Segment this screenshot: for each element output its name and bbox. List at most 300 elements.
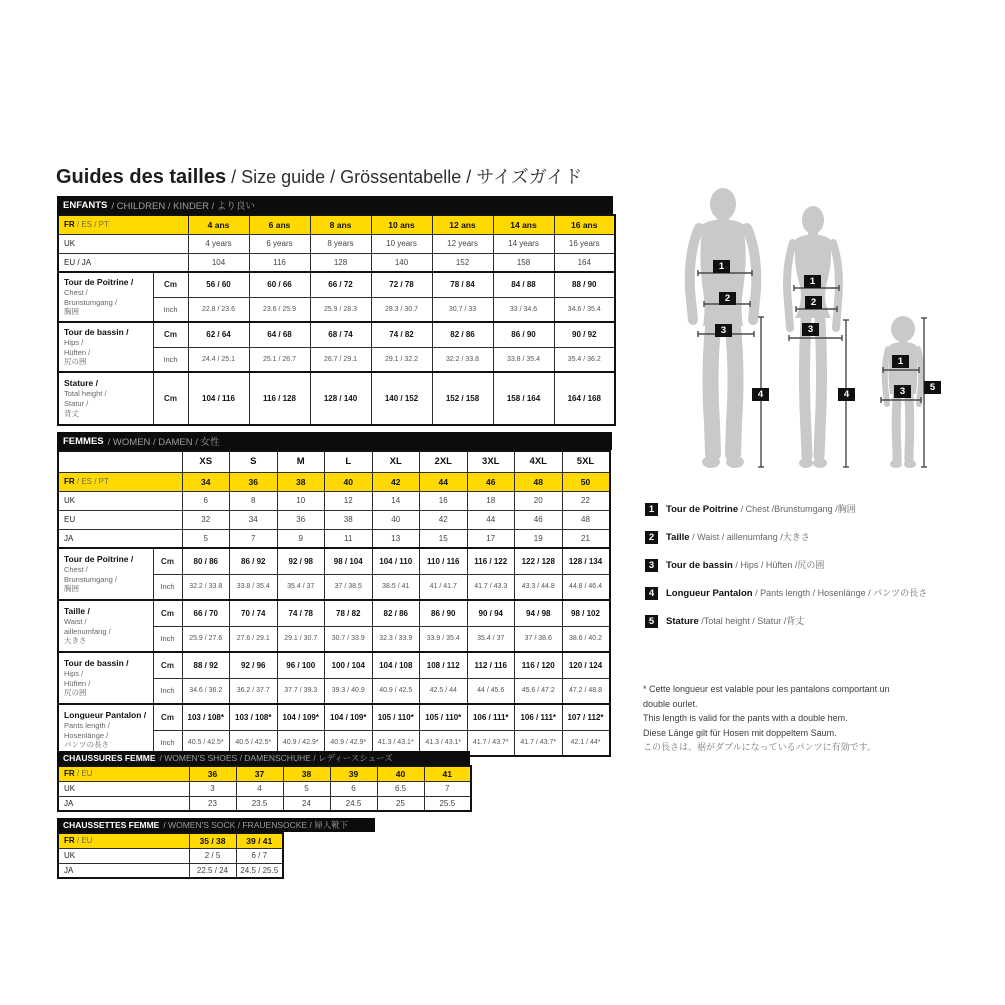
cell: 24.5 / 25.5 (236, 863, 283, 878)
cell: 64 / 68 (249, 322, 310, 347)
cell: 34.6 / 35.4 (554, 297, 615, 322)
cell: 39 (330, 766, 377, 781)
cell: 32.3 / 33.9 (372, 626, 420, 652)
cell: 40.9 / 42.5 (372, 678, 420, 704)
footnote-line-fr-2: double ourlet. (643, 698, 698, 709)
legend-text-waist: Taille / Waist / aillenumfang /大きさ (666, 532, 810, 543)
cell: 25.9 / 28.3 (310, 297, 371, 322)
marker-woman-chest: 1 (804, 275, 821, 288)
cell: 100 / 104 (325, 652, 373, 678)
cell: 78 / 84 (432, 272, 493, 297)
cell: 41 / 41.7 (420, 574, 468, 600)
cell: 94 / 98 (515, 600, 563, 626)
cell: 84 / 88 (493, 272, 554, 297)
marker-man-waist: 2 (719, 292, 736, 305)
cell: 44.8 / 46.4 (562, 574, 610, 600)
row-label-stature: Stature / Total height / Statur / 背丈 (58, 372, 153, 425)
cell: 4 (236, 781, 283, 796)
marker-woman-waist: 2 (805, 296, 822, 309)
cell: 103 / 108* (182, 704, 230, 730)
femmes-chest-cm-row (58, 548, 610, 574)
women-socks-section-subtitle: / WOMEN'S SOCK / FRAUENSOCKE / 婦人靴下 (163, 820, 349, 830)
cell: 6 / 7 (236, 848, 283, 863)
cell: 37 / 38.6 (515, 626, 563, 652)
marker-man-hips: 3 (715, 324, 732, 337)
shoes-uk-row (58, 781, 471, 796)
femmes-table (57, 450, 611, 757)
cell: 33 / 34.6 (493, 297, 554, 322)
row-label-eu: EU (58, 510, 182, 529)
row-label-hips: Tour de bassin / Hips / Hüften / 尻の囲 (58, 652, 153, 704)
cell: 120 / 124 (562, 652, 610, 678)
cell: 47.2 / 48.8 (562, 678, 610, 704)
cell: 45.6 / 47.2 (515, 678, 563, 704)
unit-cm: Cm (153, 600, 182, 626)
row-label-fr-eu: FR / EU (58, 766, 189, 781)
cell: 2 / 5 (189, 848, 236, 863)
cell: 36 (189, 766, 236, 781)
cell: 13 (372, 529, 420, 548)
cell: 6 ans (249, 215, 310, 234)
cell: 4 years (188, 234, 249, 253)
cell: 25 (377, 796, 424, 811)
cell: 96 / 100 (277, 652, 325, 678)
row-label-ja: JA (58, 796, 189, 811)
unit-cm: Cm (153, 372, 188, 425)
cell: 48 (562, 510, 610, 529)
cell: 44 (467, 510, 515, 529)
row-label-eu-ja: EU / JA (58, 253, 188, 272)
cell: 152 (432, 253, 493, 272)
enfants-size-row (58, 215, 615, 234)
cell: 46 (467, 472, 515, 491)
cell: 6 (182, 491, 230, 510)
marker-child-stature: 5 (924, 381, 941, 394)
cell: 2XL (420, 451, 468, 472)
cell: 3XL (467, 451, 515, 472)
cell: 11 (325, 529, 373, 548)
unit-inch: Inch (153, 297, 188, 322)
cell: 20 (515, 491, 563, 510)
cell: 66 / 70 (182, 600, 230, 626)
cell: 36 (277, 510, 325, 529)
cell: 19 (515, 529, 563, 548)
cell: 33.8 / 35.4 (493, 347, 554, 372)
legend-number-1: 1 (645, 503, 658, 516)
corner-cell (58, 451, 182, 472)
enfants-uk-row (58, 234, 615, 253)
cell: 39.3 / 40.9 (325, 678, 373, 704)
cell: 34.6 / 36.2 (182, 678, 230, 704)
cell: 152 / 158 (432, 372, 493, 425)
cell: 104 / 109* (277, 704, 325, 730)
cell: 6 (330, 781, 377, 796)
cell: 18 (467, 491, 515, 510)
cell: 24.5 (330, 796, 377, 811)
cell: 27.6 / 29.1 (230, 626, 278, 652)
cell: 122 / 128 (515, 548, 563, 574)
cell: 60 / 66 (249, 272, 310, 297)
unit-inch: Inch (153, 678, 182, 704)
cell: 36.2 / 37.7 (230, 678, 278, 704)
row-label-chest: Tour de Poitrine / Chest / Brunstumgang / 胸囲 (58, 548, 153, 600)
cell: 40.5 / 42.5* (182, 730, 230, 756)
cell: 10 years (371, 234, 432, 253)
cell: 72 / 78 (371, 272, 432, 297)
cell: 4 ans (188, 215, 249, 234)
cell: 17 (467, 529, 515, 548)
cell: 41.3 / 43.1* (372, 730, 420, 756)
cell: M (277, 451, 325, 472)
cell: 112 / 116 (467, 652, 515, 678)
cell: 23.5 (236, 796, 283, 811)
cell: 88 / 90 (554, 272, 615, 297)
cell: 35.4 / 36.2 (554, 347, 615, 372)
socks-fr-row (58, 833, 283, 848)
legend-item-pants-length (645, 587, 985, 600)
cell: 16 (420, 491, 468, 510)
cell: 8 (230, 491, 278, 510)
cell: 164 / 168 (554, 372, 615, 425)
unit-inch: Inch (153, 730, 182, 756)
legend-item-chest (645, 503, 985, 516)
cell: 105 / 110* (372, 704, 420, 730)
cell: 14 ans (493, 215, 554, 234)
cell: 98 / 102 (562, 600, 610, 626)
row-label-ja: JA (58, 863, 189, 878)
marker-child-hips: 3 (894, 385, 911, 398)
cell: 110 / 116 (420, 548, 468, 574)
cell: 29.1 / 32.2 (371, 347, 432, 372)
cell: 42 (420, 510, 468, 529)
women-shoes-section-bar (57, 751, 470, 765)
cell: 4XL (515, 451, 563, 472)
unit-cm: Cm (153, 652, 182, 678)
cell: 7 (424, 781, 471, 796)
cell: 82 / 86 (432, 322, 493, 347)
cell: 5 (283, 781, 330, 796)
cell: 8 years (310, 234, 371, 253)
measurement-lines-graphic (645, 180, 1005, 480)
cell: 116 / 128 (249, 372, 310, 425)
cell: 41.7 / 43.7* (467, 730, 515, 756)
legend-number-2: 2 (645, 531, 658, 544)
page-title-bold: Guides des tailles (56, 166, 227, 188)
cell: 40.5 / 42.5* (230, 730, 278, 756)
cell: 5 (182, 529, 230, 548)
unit-cm: Cm (153, 548, 182, 574)
cell: 32.2 / 33.8 (432, 347, 493, 372)
cell: 37 (236, 766, 283, 781)
cell: 16 years (554, 234, 615, 253)
cell: 98 / 104 (325, 548, 373, 574)
enfants-eu-ja-row (58, 253, 615, 272)
women-shoes-table (57, 765, 472, 812)
cell: 106 / 111* (515, 704, 563, 730)
cell: 25.1 / 26.7 (249, 347, 310, 372)
cell: 42 (372, 472, 420, 491)
cell: 30.7 / 33 (432, 297, 493, 322)
cell: 36 (230, 472, 278, 491)
cell: 42.5 / 44 (420, 678, 468, 704)
cell: 66 / 72 (310, 272, 371, 297)
footnote-line-en: This length is valid for the pants with a double hem. (643, 713, 848, 723)
cell: 7 (230, 529, 278, 548)
cell: 14 (372, 491, 420, 510)
cell: 90 / 94 (467, 600, 515, 626)
cell: 35.4 / 37 (277, 574, 325, 600)
cell: 38.6 / 40.2 (562, 626, 610, 652)
measurement-legend (645, 503, 985, 643)
enfants-section-bar (57, 196, 613, 214)
cell: 104 / 108 (372, 652, 420, 678)
cell: 34 (230, 510, 278, 529)
cell: 41.7 / 43.7* (515, 730, 563, 756)
femmes-ja-row (58, 529, 610, 548)
row-label-waist: Taille / Waist / aillenumfang / 大きさ (58, 600, 153, 652)
cell: 34 (182, 472, 230, 491)
cell: 104 (188, 253, 249, 272)
cell: 74 / 78 (277, 600, 325, 626)
cell: 6.5 (377, 781, 424, 796)
cell: 21 (562, 529, 610, 548)
cell: 24.4 / 25.1 (188, 347, 249, 372)
cell: 90 / 92 (554, 322, 615, 347)
legend-number-3: 3 (645, 559, 658, 572)
cell: 40 (325, 472, 373, 491)
cell: 35 / 38 (189, 833, 236, 848)
cell: 106 / 111* (467, 704, 515, 730)
page-title (56, 163, 582, 189)
cell: 8 ans (310, 215, 371, 234)
cell: 164 (554, 253, 615, 272)
socks-ja-row (58, 863, 283, 878)
row-label-uk: UK (58, 491, 182, 510)
cell: 32 (182, 510, 230, 529)
cell: 25.9 / 27.6 (182, 626, 230, 652)
legend-text-chest: Tour de Poitrine / Chest /Brunstumgang /胸囲 (666, 504, 856, 515)
row-label-pants-length: Longueur Pantalon / Pants length / Hosenlänge / パンツの長さ (58, 704, 153, 756)
enfants-stature-row (58, 372, 615, 425)
row-label-fr-eu: FR / EU (58, 833, 189, 848)
cell: 6 years (249, 234, 310, 253)
cell: 44 / 45.6 (467, 678, 515, 704)
cell: 116 / 120 (515, 652, 563, 678)
enfants-section-title: ENFANTS (63, 199, 108, 211)
cell: 140 / 152 (371, 372, 432, 425)
cell: 37.7 / 39.3 (277, 678, 325, 704)
row-label-ja: JA (58, 529, 182, 548)
cell: 70 / 74 (230, 600, 278, 626)
enfants-section-subtitle: / CHILDREN / KINDER / より良い (111, 201, 255, 212)
femmes-section-subtitle: / WOMEN / DAMEN / 女性 (107, 437, 220, 448)
footnote-line-fr-1: * Cette longueur est valable pour les pantalons comportant un (643, 684, 890, 694)
legend-number-5: 5 (645, 615, 658, 628)
marker-child-chest: 1 (892, 355, 909, 368)
cell: 82 / 86 (372, 600, 420, 626)
cell: 14 years (493, 234, 554, 253)
unit-cm: Cm (153, 272, 188, 297)
footnote-line-de: Diese Länge gilt für Hosen mit doppeltem Saum. (643, 727, 837, 738)
cell: 92 / 96 (230, 652, 278, 678)
cell: 78 / 82 (325, 600, 373, 626)
legend-text-stature: Stature /Total height / Statur /背丈 (666, 616, 805, 627)
cell: 5XL (562, 451, 610, 472)
cell: 116 (249, 253, 310, 272)
cell: 128 / 140 (310, 372, 371, 425)
femmes-uk-row (58, 491, 610, 510)
women-socks-section-title: CHAUSSETTES FEMME (63, 820, 160, 830)
row-label-uk: UK (58, 848, 189, 863)
cell: 40 (372, 510, 420, 529)
legend-item-hips (645, 559, 985, 572)
cell: 116 / 122 (467, 548, 515, 574)
cell: 105 / 110* (420, 704, 468, 730)
cell: 38.5 / 41 (372, 574, 420, 600)
cell: 16 ans (554, 215, 615, 234)
marker-woman-hips: 3 (802, 323, 819, 336)
cell: 25.5 (424, 796, 471, 811)
cell: 44 (420, 472, 468, 491)
cell: 38 (277, 472, 325, 491)
cell: 33.8 / 35.4 (230, 574, 278, 600)
cell: 86 / 92 (230, 548, 278, 574)
cell: 23.6 / 25.9 (249, 297, 310, 322)
measurement-lines (645, 180, 1005, 485)
legend-item-waist (645, 531, 985, 544)
cell: 22.8 / 23.6 (188, 297, 249, 322)
femmes-hips-cm-row (58, 652, 610, 678)
row-label-uk: UK (58, 234, 188, 253)
cell: 41.7 / 43.3 (467, 574, 515, 600)
cell: 158 / 164 (493, 372, 554, 425)
cell: 158 (493, 253, 554, 272)
cell: 22 (562, 491, 610, 510)
cell: 38 (325, 510, 373, 529)
cell: 37 / 38.5 (325, 574, 373, 600)
cell: 23 (189, 796, 236, 811)
cell: 107 / 112* (562, 704, 610, 730)
women-socks-section-bar (57, 818, 375, 832)
footnote-line-ja: この長さは、裾がダブルになっているパンツに有効です。 (643, 742, 876, 752)
cell: 128 / 134 (562, 548, 610, 574)
cell: 40 (377, 766, 424, 781)
femmes-waist-cm-row (58, 600, 610, 626)
shoes-ja-row (58, 796, 471, 811)
women-socks-table (57, 832, 284, 879)
cell: 104 / 116 (188, 372, 249, 425)
cell: 80 / 86 (182, 548, 230, 574)
unit-cm: Cm (153, 322, 188, 347)
cell: L (325, 451, 373, 472)
women-shoes-section-subtitle: / WOMEN'S SHOES / DAMENSCHUHE / レディースシューズ (159, 753, 393, 763)
row-label-fr-es-pt: FR / ES / PT (58, 215, 188, 234)
cell: 41.3 / 43.1* (420, 730, 468, 756)
cell: XL (372, 451, 420, 472)
cell: 92 / 98 (277, 548, 325, 574)
cell: 39 / 41 (236, 833, 283, 848)
cell: 103 / 108* (230, 704, 278, 730)
women-shoes-section-title: CHAUSSURES FEMME (63, 753, 156, 763)
enfants-hips-cm-row (58, 322, 615, 347)
pants-length-footnote (643, 682, 983, 755)
row-label-fr-es-pt: FR / ES / PT (58, 472, 182, 491)
cell: 41 (424, 766, 471, 781)
cell: 26.7 / 29.1 (310, 347, 371, 372)
cell: 40.9 / 42.9* (277, 730, 325, 756)
cell: 48 (515, 472, 563, 491)
cell: 35.4 / 37 (467, 626, 515, 652)
cell: 33.9 / 35.4 (420, 626, 468, 652)
cell: 86 / 90 (493, 322, 554, 347)
cell: 128 (310, 253, 371, 272)
legend-number-4: 4 (645, 587, 658, 600)
femmes-section-title: FEMMES (63, 435, 104, 447)
cell: 10 (277, 491, 325, 510)
legend-item-stature (645, 615, 985, 628)
marker-man-pants: 4 (752, 388, 769, 401)
cell: 104 / 109* (325, 704, 373, 730)
shoes-fr-row (58, 766, 471, 781)
cell: 22.5 / 24 (189, 863, 236, 878)
unit-inch: Inch (153, 626, 182, 652)
marker-woman-pants: 4 (838, 388, 855, 401)
cell: 29.1 / 30.7 (277, 626, 325, 652)
cell: 30.7 / 33.9 (325, 626, 373, 652)
cell: 9 (277, 529, 325, 548)
unit-cm: Cm (153, 704, 182, 730)
femmes-eu-row (58, 510, 610, 529)
cell: XS (182, 451, 230, 472)
row-label-hips: Tour de bassin / Hips / Hüften / 尻の囲 (58, 322, 153, 372)
unit-inch: Inch (153, 574, 182, 600)
cell: 12 ans (432, 215, 493, 234)
cell: 46 (515, 510, 563, 529)
cell: 12 (325, 491, 373, 510)
cell: 12 years (432, 234, 493, 253)
cell: 40.9 / 42.9* (325, 730, 373, 756)
unit-inch: Inch (153, 347, 188, 372)
femmes-pants-cm-row (58, 704, 610, 730)
marker-man-chest: 1 (713, 260, 730, 273)
cell: 3 (189, 781, 236, 796)
cell: 32.2 / 33.8 (182, 574, 230, 600)
cell: 42.1 / 44* (562, 730, 610, 756)
cell: 86 / 90 (420, 600, 468, 626)
row-label-chest: Tour de Poitrine / Chest / Brunstumgang / 胸囲 (58, 272, 153, 322)
cell: 68 / 74 (310, 322, 371, 347)
cell: 88 / 92 (182, 652, 230, 678)
cell: 28.3 / 30.7 (371, 297, 432, 322)
page-title-rest: / Size guide / Grössentabelle / サイズガイド (226, 167, 583, 187)
cell: 10 ans (371, 215, 432, 234)
cell: 56 / 60 (188, 272, 249, 297)
enfants-table (57, 214, 616, 426)
femmes-fr-row (58, 472, 610, 491)
socks-uk-row (58, 848, 283, 863)
cell: 74 / 82 (371, 322, 432, 347)
cell: S (230, 451, 278, 472)
cell: 24 (283, 796, 330, 811)
row-label-uk: UK (58, 781, 189, 796)
femmes-section-bar (57, 432, 612, 450)
cell: 104 / 110 (372, 548, 420, 574)
cell: 62 / 64 (188, 322, 249, 347)
cell: 108 / 112 (420, 652, 468, 678)
cell: 43.3 / 44.8 (515, 574, 563, 600)
cell: 50 (562, 472, 610, 491)
cell: 15 (420, 529, 468, 548)
